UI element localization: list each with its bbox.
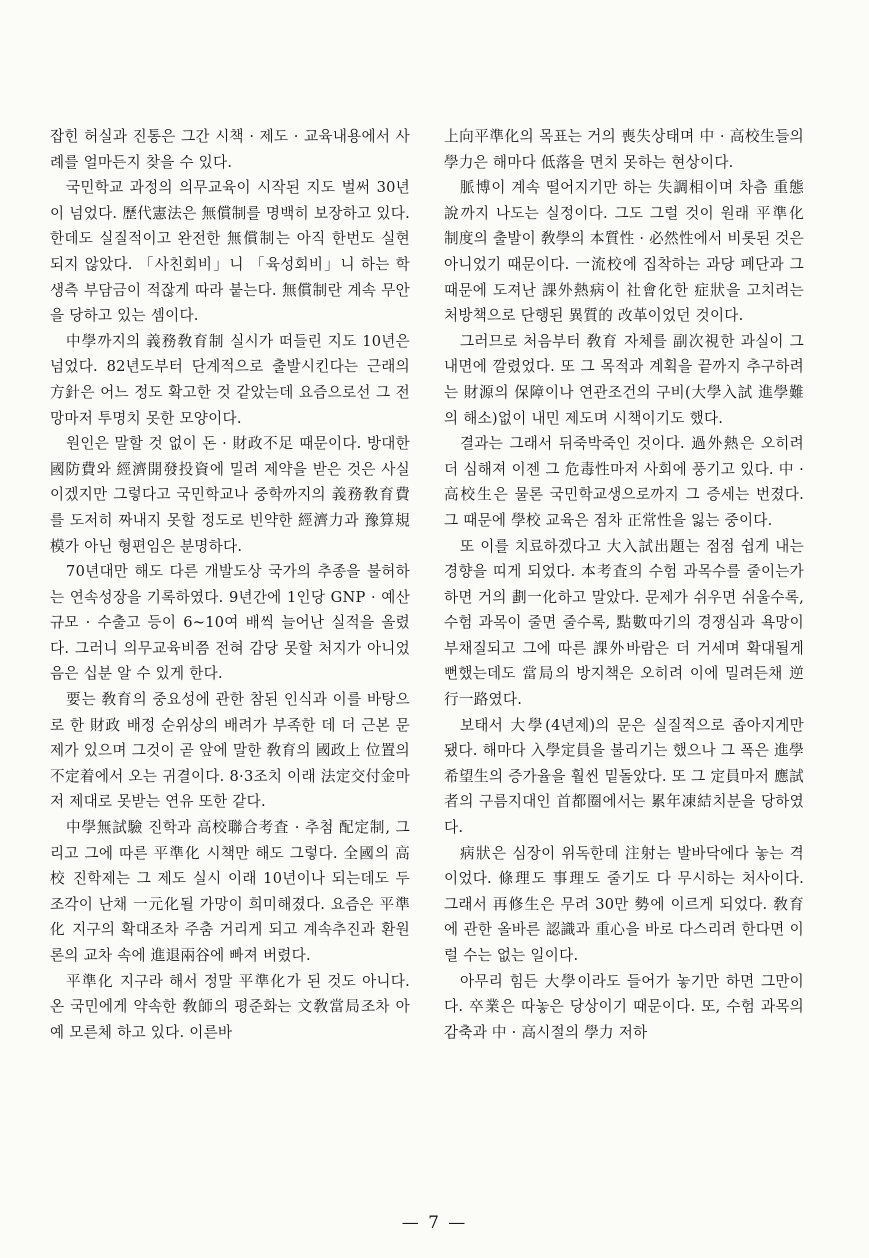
paragraph: 脈博이 계속 떨어지기만 하는 失調相이며 차츰 重態說까지 나도는 실정이다. 그도 그럴 것이 원래 平準化 制度의 출발이 敎學의 本質性 · 必然性에서 비롯된 것은 아니었기 때문이다. 一流校에 집착하는 과당 폐단과 그 때문에 도져난 課外熱病이 社會化한 症狀을 고치려는 처방책으로 단행된 異質的 改革이었던 것이다. <box>444 179 804 325</box>
paragraph: 결과는 그래서 뒤죽박죽인 것이다. 過外熱은 오히려 더 심해져 이젠 그 危毒性마저 사회에 풍기고 있다. 中 · 高校生은 물론 국민학교생으로까지 그 증세는 번졌다. 그 때문에 學校 교육은 점차 正常性을 잃는 중이다. <box>444 435 804 529</box>
paragraph: 中學까지의 義務敎育制 실시가 떠들린 지도 10년은 넘었다. 82년도부터 단계적으로 출발시킨다는 근래의 方針은 어느 정도 확고한 것 같았는데 요즘으로선 그 전망마저 투명치 못한 모양이다. <box>50 332 410 427</box>
page-number: — 7 — <box>401 1213 468 1233</box>
paragraph: 또 이를 치료하겠다고 大入試出題는 점점 쉽게 내는 경향을 띠게 되었다. 本考査의 수험 과목수를 줄이는가 하면 거의 劃一化하고 말았다. 문제가 쉬우면 쉬울수록, 수험 과목이 줄면 줄수록, 點數따기의 경쟁심과 욕망이 부채질되고 그에 따른 課外바람은 더 거세며 확대될게 뻔했는데도 當局의 방지책은 오히려 이에 밀려든채 逆行一路였다. <box>444 537 804 709</box>
paragraph: 아무리 힘든 大學이라도 들어가 놓기만 하면 그만이다. 卒業은 따놓은 당상이기 때문이다. 또, 수험 과목의 감축과 中 · 高시절의 學力 저하 <box>444 972 804 1041</box>
paragraph: 원인은 말할 것 없이 돈 · 財政不足 때문이다. 방대한 國防費와 經濟開發投資에 밀려 제약을 받은 것은 사실이겠지만 그렇다고 국민학교나 중학까지의 義務敎育費를 도저히 짜내지 못할 정도로 빈약한 經濟力과 豫算規模가 아닌 형편임은 분명하다. <box>50 435 410 555</box>
paragraph: 平準化 지구라 해서 정말 平準化가 된 것도 아니다. 온 국민에게 약속한 敎師의 평준화는 文敎當局조차 아예 모른체 하고 있다. 이른바 <box>50 972 410 1041</box>
paragraph: 要는 敎育의 중요성에 관한 참된 인식과 이를 바탕으로 한 財政 배정 순위상의 배려가 부족한 데 더 근본 문제가 있으며 그것이 곧 앞에 말한 敎育의 國政上 位置의 不定着에서 오는 귀결이다. 8·3조치 이래 法定交付金마저 제대로 못받는 연유 또한 같다. <box>50 691 410 811</box>
paragraph: 70년대만 해도 다른 개발도상 국가의 추종을 불허하는 연속성장을 기록하였다. 9년간에 1인당 GNP · 예산규모 · 수출고 등이 6~10여 배씩 늘어난 실적을 올렸다. 그러니 의무교육비쯤 전혀 감당 못할 처지가 아니었음은 십분 알 수 있게 한다. <box>50 563 410 683</box>
paragraph: 보태서 大學(4년제)의 문은 실질적으로 좁아지게만 됐다. 해마다 入學定員을 불리기는 했으나 그 폭은 進學 希望生의 증가율을 훨씬 밑돌았다. 또 그 定員마저 應試者의 구름지대인 首都圈에서는 累年凍結치분을 당하였다. <box>444 716 804 837</box>
left-column <box>50 124 410 1045</box>
paragraph: 국민학교 과정의 의무교육이 시작된 지도 벌써 30년이 넘었다. 歷代憲法은 無償制를 명백히 보장하고 있다. 한데도 실질적이고 완전한 無償制는 아직 한번도 실현되지 않았다. 「사친회비」니 「육성회비」니 하는 학생측 부담금이 적잖게 따라 붙는다. 無償制란 계속 무안을 당하고 있는 셈이다. <box>50 179 410 325</box>
right-column <box>444 124 804 1045</box>
paragraph: 中學無試驗 진학과 高校聯合考査 · 추첨 配定制, 그리고 그에 따른 平準化 시책만 해도 그렇다. 全國의 高校 진학제는 그 제도 실시 이래 10년이나 되는데도 두 조각이 난채 一元化될 가망이 희미해졌다. 요즘은 平準化 지구의 확대조차 주춤 거리게 되고 계속추진과 환원론의 교차 속에 進退兩谷에 빠져 버렸다. <box>50 819 410 964</box>
paragraph: 그러므로 처음부터 敎育 자체를 副次視한 과실이 그 내면에 깔렸었다. 또 그 목적과 계획을 끝까지 추구하려는 財源의 保障이나 연관조건의 구비(大學入試 進學難의 해소)없이 내민 제도며 시책이기도 했다. <box>444 332 804 427</box>
paragraph: 病狀은 심장이 위독한데 注射는 발바닥에다 놓는 격이었다. 條理도 事理도 줄기도 다 무시하는 처사이다. 그래서 再修生은 무려 30만 勢에 이르게 되었다. 敎育에 관한 올바른 認識과 重心을 바로 다스리려 한다면 이럴 수는 없는 일이다. <box>444 844 804 964</box>
paragraph: 上向平準化의 목표는 거의 喪失상태며 中 · 高校生들의 學力은 해마다 低落을 면치 못하는 현상이다. <box>444 128 804 171</box>
paragraph: 잡힌 허실과 진통은 그간 시책 · 제도 · 교육내용에서 사례를 얼마든지 찾을 수 있다. <box>50 128 410 171</box>
